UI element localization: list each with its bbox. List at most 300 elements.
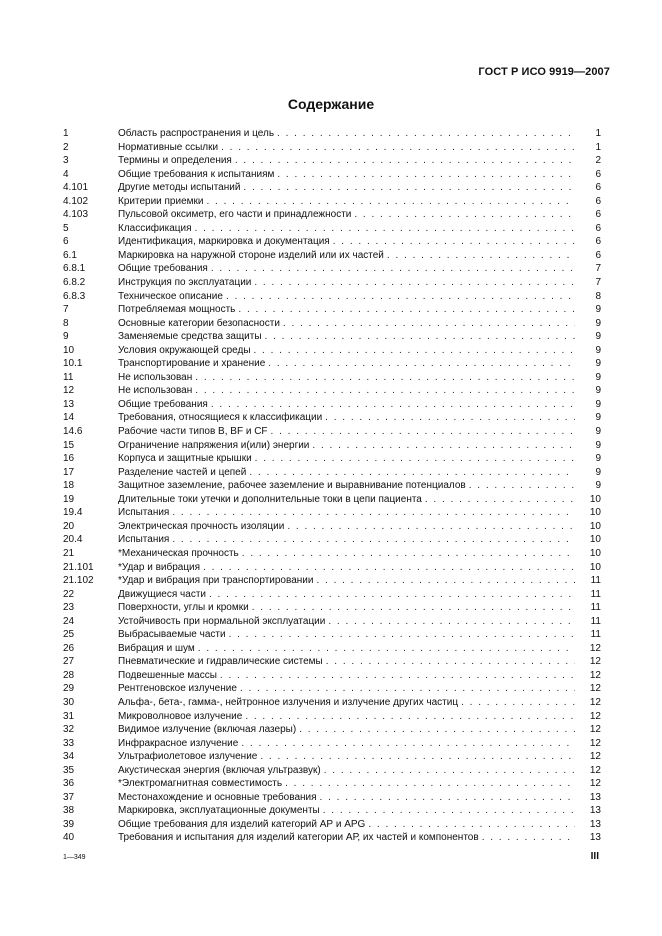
toc-entry <box>118 777 601 791</box>
toc-section-number: 36 <box>63 778 75 790</box>
toc-section-number: 9 <box>63 331 69 343</box>
toc-row <box>63 506 601 520</box>
toc-section-number: 4.102 <box>63 195 89 207</box>
toc-leader-dots <box>285 777 575 791</box>
toc-entry <box>118 588 601 602</box>
toc-section-number: 13 <box>63 398 75 410</box>
toc-leader-dots <box>323 804 575 818</box>
toc-section-number: 4 <box>63 168 69 180</box>
toc-page-number: 1 <box>595 141 601 153</box>
toc-row <box>63 222 601 236</box>
toc-section-title: Общие требования к испытаниям <box>118 168 275 180</box>
toc-section-number: 21.101 <box>63 561 94 573</box>
toc-page-number: 12 <box>589 778 601 790</box>
toc-leader-dots <box>172 533 575 547</box>
toc-leader-dots <box>220 669 575 683</box>
toc-row <box>63 235 601 249</box>
toc-entry <box>118 398 601 412</box>
toc-row <box>63 303 601 317</box>
toc-entry <box>118 317 601 331</box>
toc-leader-dots <box>195 222 575 236</box>
toc-section-title: Рабочие части типов В, BF и CF <box>118 426 268 438</box>
toc-section-number: 10 <box>63 344 75 356</box>
toc-section-number: 29 <box>63 683 75 695</box>
toc-leader-dots <box>209 588 575 602</box>
toc-section-title: Требования и испытания для изделий категории АР, их частей и компонентов <box>118 832 479 844</box>
toc-row <box>63 452 601 466</box>
toc-leader-dots <box>325 411 575 425</box>
toc-entry <box>118 710 601 724</box>
toc-row <box>63 195 601 209</box>
footer-print-code: 1—349 <box>63 854 86 861</box>
toc-section-number: 33 <box>63 737 75 749</box>
toc-entry <box>118 384 601 398</box>
toc-page-number: 1 <box>595 128 601 139</box>
toc-section-number: 6.1 <box>63 249 77 261</box>
toc-leader-dots <box>283 317 575 331</box>
toc-section-title: Заменяемые средства защиты <box>118 331 262 343</box>
toc-leader-dots <box>198 642 575 656</box>
toc-section-number: 16 <box>63 453 75 465</box>
toc-row <box>63 547 601 561</box>
toc-leader-dots <box>268 357 575 371</box>
toc-leader-dots <box>354 208 575 222</box>
toc-section-title: *Электромагнитная совместимость <box>118 778 283 790</box>
footer-page-number: III <box>590 851 599 862</box>
toc-entry <box>118 628 601 642</box>
toc-page-number: 12 <box>589 669 601 681</box>
toc-page-number: 13 <box>589 791 601 803</box>
toc-section-number: 31 <box>63 710 75 722</box>
toc-leader-dots <box>316 574 575 588</box>
toc-page-number: 9 <box>595 344 601 356</box>
toc-leader-dots <box>312 439 575 453</box>
toc-page-number: 9 <box>595 331 601 343</box>
toc-page-number: 9 <box>595 385 601 397</box>
toc-entry <box>118 330 601 344</box>
toc-entry <box>118 723 601 737</box>
toc-leader-dots <box>326 655 575 669</box>
toc-row <box>63 737 601 751</box>
toc-leader-dots <box>254 344 576 358</box>
toc-section-title: *Удар и вибрация <box>118 561 201 573</box>
toc-entry <box>118 655 601 669</box>
toc-page-number: 9 <box>595 412 601 424</box>
toc-row <box>63 669 601 683</box>
toc-row <box>63 777 601 791</box>
toc-section-number: 27 <box>63 656 75 668</box>
toc-row <box>63 764 601 778</box>
toc-page-number: 6 <box>595 249 601 261</box>
toc-section-title: Требования, относящиеся к классификации <box>118 412 323 424</box>
toc-section-number: 39 <box>63 818 75 830</box>
toc-section-title: Испытания <box>118 507 170 519</box>
toc-section-number: 26 <box>63 642 75 654</box>
toc-leader-dots <box>461 696 575 710</box>
toc-section-title: Защитное заземление, рабочее заземление и выравнивание потенциалов <box>118 480 466 492</box>
toc-section-number: 28 <box>63 669 75 681</box>
toc-row <box>63 371 601 385</box>
toc-section-number: 15 <box>63 439 75 451</box>
toc-section-number: 19 <box>63 493 75 505</box>
toc-row <box>63 439 601 453</box>
toc-section-title: Транспортирование и хранение <box>118 358 266 370</box>
toc-leader-dots <box>368 818 575 832</box>
toc-section-number: 6.8.2 <box>63 277 86 289</box>
toc-entry <box>118 141 601 155</box>
toc-row <box>63 682 601 696</box>
document-header: ГОСТ Р ИСО 9919—2007 <box>478 66 610 78</box>
toc-section-title: Общие требования <box>118 398 208 410</box>
toc-entry <box>118 411 601 425</box>
toc-leader-dots <box>277 168 575 182</box>
toc-section-number: 34 <box>63 751 75 763</box>
toc-leader-dots <box>252 601 575 615</box>
toc-section-title: Критерии приемки <box>118 195 204 207</box>
toc-section-title: Поверхности, углы и кромки <box>118 602 249 614</box>
toc-entry <box>118 276 601 290</box>
toc-leader-dots <box>469 479 575 493</box>
toc-row <box>63 818 601 832</box>
toc-section-number: 4.101 <box>63 182 89 194</box>
toc-page-number: 10 <box>589 561 601 573</box>
toc-section-title: Альфа-, бета-, гамма-, нейтронное излучения и излучение других частиц <box>118 696 459 708</box>
toc-leader-dots <box>172 506 575 520</box>
toc-leader-dots <box>243 181 575 195</box>
toc-entry <box>118 303 601 317</box>
toc-page-number: 11 <box>590 615 601 627</box>
toc-section-title: Разделение частей и цепей <box>118 466 247 478</box>
toc-section-number: 23 <box>63 602 75 614</box>
toc-section-title: Основные категории безопасности <box>118 317 280 329</box>
toc-entry <box>118 493 601 507</box>
toc-entry <box>118 262 601 276</box>
toc-row <box>63 181 601 195</box>
toc-section-number: 7 <box>63 304 69 316</box>
toc-leader-dots <box>211 262 575 276</box>
toc-section-number: 22 <box>63 588 75 600</box>
toc-page-number: 9 <box>595 317 601 329</box>
toc-section-number: 21 <box>63 547 75 559</box>
toc-row <box>63 411 601 425</box>
toc-page-number: 13 <box>589 818 601 830</box>
toc-section-number: 20 <box>63 520 75 532</box>
toc-page-number: 13 <box>589 832 601 844</box>
toc-leader-dots <box>221 141 575 155</box>
toc-leader-dots <box>226 290 575 304</box>
toc-entry <box>118 371 601 385</box>
toc-page-number: 12 <box>589 764 601 776</box>
toc-row <box>63 831 601 845</box>
toc-page-number: 9 <box>595 304 601 316</box>
toc-section-title: Условия окружающей среды <box>118 344 251 356</box>
page-title: Содержание <box>287 96 375 112</box>
toc-entry <box>118 574 601 588</box>
toc-section-title: Маркировка, эксплуатационные документы <box>118 805 320 817</box>
toc-page-number: 10 <box>589 547 601 559</box>
toc-section-number: 3 <box>63 155 69 167</box>
toc-entry <box>118 425 601 439</box>
toc-row <box>63 384 601 398</box>
toc-page-number: 12 <box>589 724 601 736</box>
toc-leader-dots <box>245 710 575 724</box>
toc-entry <box>118 479 601 493</box>
toc-section-number: 17 <box>63 466 75 478</box>
toc-section-title: Устойчивость при нормальной эксплуатации <box>118 615 326 627</box>
toc-section-title: Длительные токи утечки и дополнительные токи в цепи пациента <box>118 493 422 505</box>
toc-entry <box>118 561 601 575</box>
toc-row <box>63 696 601 710</box>
toc-section-number: 11 <box>63 371 74 383</box>
toc-page-number: 6 <box>595 168 601 180</box>
toc-entry <box>118 547 601 561</box>
toc-page-number: 9 <box>595 426 601 438</box>
toc-section-number: 12 <box>63 385 75 397</box>
toc-leader-dots <box>242 547 575 561</box>
toc-section-title: Подвешенные массы <box>118 669 217 681</box>
toc-row <box>63 276 601 290</box>
toc-section-title: Инструкция по эксплуатации <box>118 277 252 289</box>
toc-section-title: Потребляемая мощность <box>118 304 236 316</box>
toc-section-title: Идентификация, маркировка и документация <box>118 236 330 248</box>
toc-row <box>63 723 601 737</box>
toc-leader-dots <box>324 764 575 778</box>
toc-entry <box>118 195 601 209</box>
toc-leader-dots <box>260 750 575 764</box>
toc-row <box>63 750 601 764</box>
toc-page-number: 13 <box>589 805 601 817</box>
toc-leader-dots <box>206 195 575 209</box>
toc-entry <box>118 222 601 236</box>
toc-section-number: 19.4 <box>63 507 83 519</box>
toc-row <box>63 249 601 263</box>
toc-section-title: Техническое описание <box>118 290 223 302</box>
toc-page-number: 6 <box>595 182 601 194</box>
toc-section-number: 8 <box>63 317 69 329</box>
toc-entry <box>118 520 601 534</box>
toc-page-number: 6 <box>595 236 601 248</box>
toc-section-number: 35 <box>63 764 75 776</box>
toc-row <box>63 628 601 642</box>
toc-section-number: 6.8.3 <box>63 290 86 302</box>
toc-entry <box>118 290 601 304</box>
toc-page-number: 9 <box>595 439 601 451</box>
toc-row <box>63 588 601 602</box>
toc-row <box>63 317 601 331</box>
toc-leader-dots <box>320 791 575 805</box>
toc-entry <box>118 669 601 683</box>
toc-row <box>63 561 601 575</box>
toc-row <box>63 791 601 805</box>
toc-section-number: 30 <box>63 696 75 708</box>
toc-row <box>63 601 601 615</box>
toc-row <box>63 615 601 629</box>
toc-entry <box>118 506 601 520</box>
toc-entry <box>118 533 601 547</box>
toc-page-number: 6 <box>595 222 601 234</box>
toc-page-number: 8 <box>595 290 601 302</box>
toc-page-number: 9 <box>595 398 601 410</box>
toc-page-number: 12 <box>589 656 601 668</box>
toc-row <box>63 655 601 669</box>
toc-leader-dots <box>254 276 575 290</box>
toc-section-title: Акустическая энергия (включая ультразвук) <box>118 764 321 776</box>
toc-section-title: *Удар и вибрация при транспортировании <box>118 575 314 587</box>
toc-leader-dots <box>328 615 575 629</box>
toc-row <box>63 290 601 304</box>
toc-row <box>63 344 601 358</box>
toc-section-title: Пневматические и гидравлические системы <box>118 656 323 668</box>
toc-section-title: Пульсовой оксиметр, его части и принадлежности <box>118 209 352 221</box>
toc-row <box>63 493 601 507</box>
toc-leader-dots <box>299 723 575 737</box>
toc-leader-dots <box>235 154 575 168</box>
toc-page-number: 10 <box>589 507 601 519</box>
toc-section-title: Термины и определения <box>118 155 232 167</box>
toc-section-title: *Механическая прочность <box>118 547 239 559</box>
toc-row <box>63 574 601 588</box>
toc-leader-dots <box>211 398 575 412</box>
toc-row <box>63 357 601 371</box>
toc-leader-dots <box>287 520 575 534</box>
toc-section-number: 21.102 <box>63 575 94 587</box>
toc-section-title: Испытания <box>118 534 170 546</box>
toc-entry <box>118 168 601 182</box>
toc-section-number: 40 <box>63 832 75 844</box>
toc-page-number: 12 <box>589 710 601 722</box>
toc-section-title: Область распространения и цель <box>118 128 275 139</box>
toc-entry <box>118 344 601 358</box>
toc-section-number: 10.1 <box>63 358 83 370</box>
toc-leader-dots <box>387 249 575 263</box>
toc-leader-dots <box>277 127 575 141</box>
toc-row <box>63 208 601 222</box>
toc-page-number: 12 <box>589 642 601 654</box>
toc-section-number: 5 <box>63 222 69 234</box>
toc-section-title: Рентгеновское излучение <box>118 683 237 695</box>
toc-leader-dots <box>271 425 575 439</box>
toc-row <box>63 479 601 493</box>
toc-entry <box>118 466 601 480</box>
toc-leader-dots <box>229 628 575 642</box>
toc-section-title: Микроволновое излучение <box>118 710 243 722</box>
toc-section-number: 18 <box>63 480 75 492</box>
toc-entry <box>118 357 601 371</box>
toc-leader-dots <box>249 466 575 480</box>
toc-section-title: Не использован <box>118 385 193 397</box>
toc-section-title: Нормативные ссылки <box>118 141 219 153</box>
toc-entry <box>118 439 601 453</box>
toc-leader-dots <box>241 737 575 751</box>
toc-leader-dots <box>333 235 575 249</box>
toc-page-number: 2 <box>595 155 601 167</box>
toc-section-number: 14 <box>63 412 75 424</box>
toc-page-number: 9 <box>595 371 601 383</box>
toc-section-number: 24 <box>63 615 75 627</box>
toc-page-number: 9 <box>595 480 601 492</box>
toc-section-title: Общие требования для изделий категорий АР и APG <box>118 818 366 830</box>
toc-section-number: 37 <box>63 791 75 803</box>
toc-entry <box>118 737 601 751</box>
toc-section-number: 25 <box>63 629 75 641</box>
toc-entry <box>118 208 601 222</box>
toc-section-title: Движущиеся части <box>118 588 206 600</box>
toc-entry <box>118 642 601 656</box>
toc-page-number: 9 <box>595 453 601 465</box>
toc-entry <box>118 682 601 696</box>
toc-section-title: Другие методы испытаний <box>118 182 241 194</box>
toc-section-number: 32 <box>63 724 75 736</box>
toc-row <box>63 141 601 155</box>
toc-page-number: 7 <box>595 277 601 289</box>
toc-section-number: 1 <box>63 128 69 139</box>
toc-section-title: Ограничение напряжения и(или) энергии <box>118 439 310 451</box>
toc-leader-dots <box>195 371 575 385</box>
toc-section-number: 14.6 <box>63 426 83 438</box>
toc-page-number: 12 <box>589 696 601 708</box>
toc-entry <box>118 804 601 818</box>
toc-entry <box>118 249 601 263</box>
toc-leader-dots <box>265 330 575 344</box>
toc-section-number: 6 <box>63 236 69 248</box>
toc-entry <box>118 818 601 832</box>
toc-row <box>63 710 601 724</box>
toc-section-title: Корпуса и защитные крышки <box>118 453 252 465</box>
toc-entry <box>118 154 601 168</box>
toc-section-number: 2 <box>63 141 69 153</box>
toc-page-number: 12 <box>589 751 601 763</box>
toc-entry <box>118 235 601 249</box>
toc-row <box>63 520 601 534</box>
toc-page-number: 11 <box>590 629 601 641</box>
toc-page-number: 11 <box>590 588 601 600</box>
toc-page-number: 10 <box>589 534 601 546</box>
toc-row <box>63 330 601 344</box>
toc-leader-dots <box>425 493 575 507</box>
toc-section-title: Классификация <box>118 222 192 234</box>
toc-page-number: 12 <box>589 683 601 695</box>
toc-section-title: Общие требования <box>118 263 208 275</box>
toc-section-number: 38 <box>63 805 75 817</box>
toc-row <box>63 642 601 656</box>
toc-entry <box>118 750 601 764</box>
toc-section-title: Инфракрасное излучение <box>118 737 239 749</box>
toc-leader-dots <box>238 303 575 317</box>
toc-entry <box>118 696 601 710</box>
toc-page-number: 9 <box>595 358 601 370</box>
toc-leader-dots <box>240 682 575 696</box>
toc-page-number: 10 <box>589 493 601 505</box>
toc-entry <box>118 601 601 615</box>
toc-page-number: 10 <box>589 520 601 532</box>
toc-row <box>63 533 601 547</box>
toc-entry <box>118 615 601 629</box>
toc-section-title: Электрическая прочность изоляции <box>118 520 285 532</box>
toc-page-number: 11 <box>590 602 601 614</box>
toc-row <box>63 168 601 182</box>
toc-section-number: 20.4 <box>63 534 83 546</box>
toc-section-number: 6.8.1 <box>63 263 86 275</box>
toc-section-title: Маркировка на наружной стороне изделий или их частей <box>118 249 384 261</box>
toc-entry <box>118 791 601 805</box>
toc-section-title: Не использован <box>118 371 193 383</box>
toc-section-title: Видимое излучение (включая лазеры) <box>118 724 297 736</box>
toc-entry <box>118 127 601 141</box>
toc-entry <box>118 764 601 778</box>
toc-leader-dots <box>482 831 575 845</box>
table-of-contents <box>63 127 601 845</box>
toc-row <box>63 804 601 818</box>
